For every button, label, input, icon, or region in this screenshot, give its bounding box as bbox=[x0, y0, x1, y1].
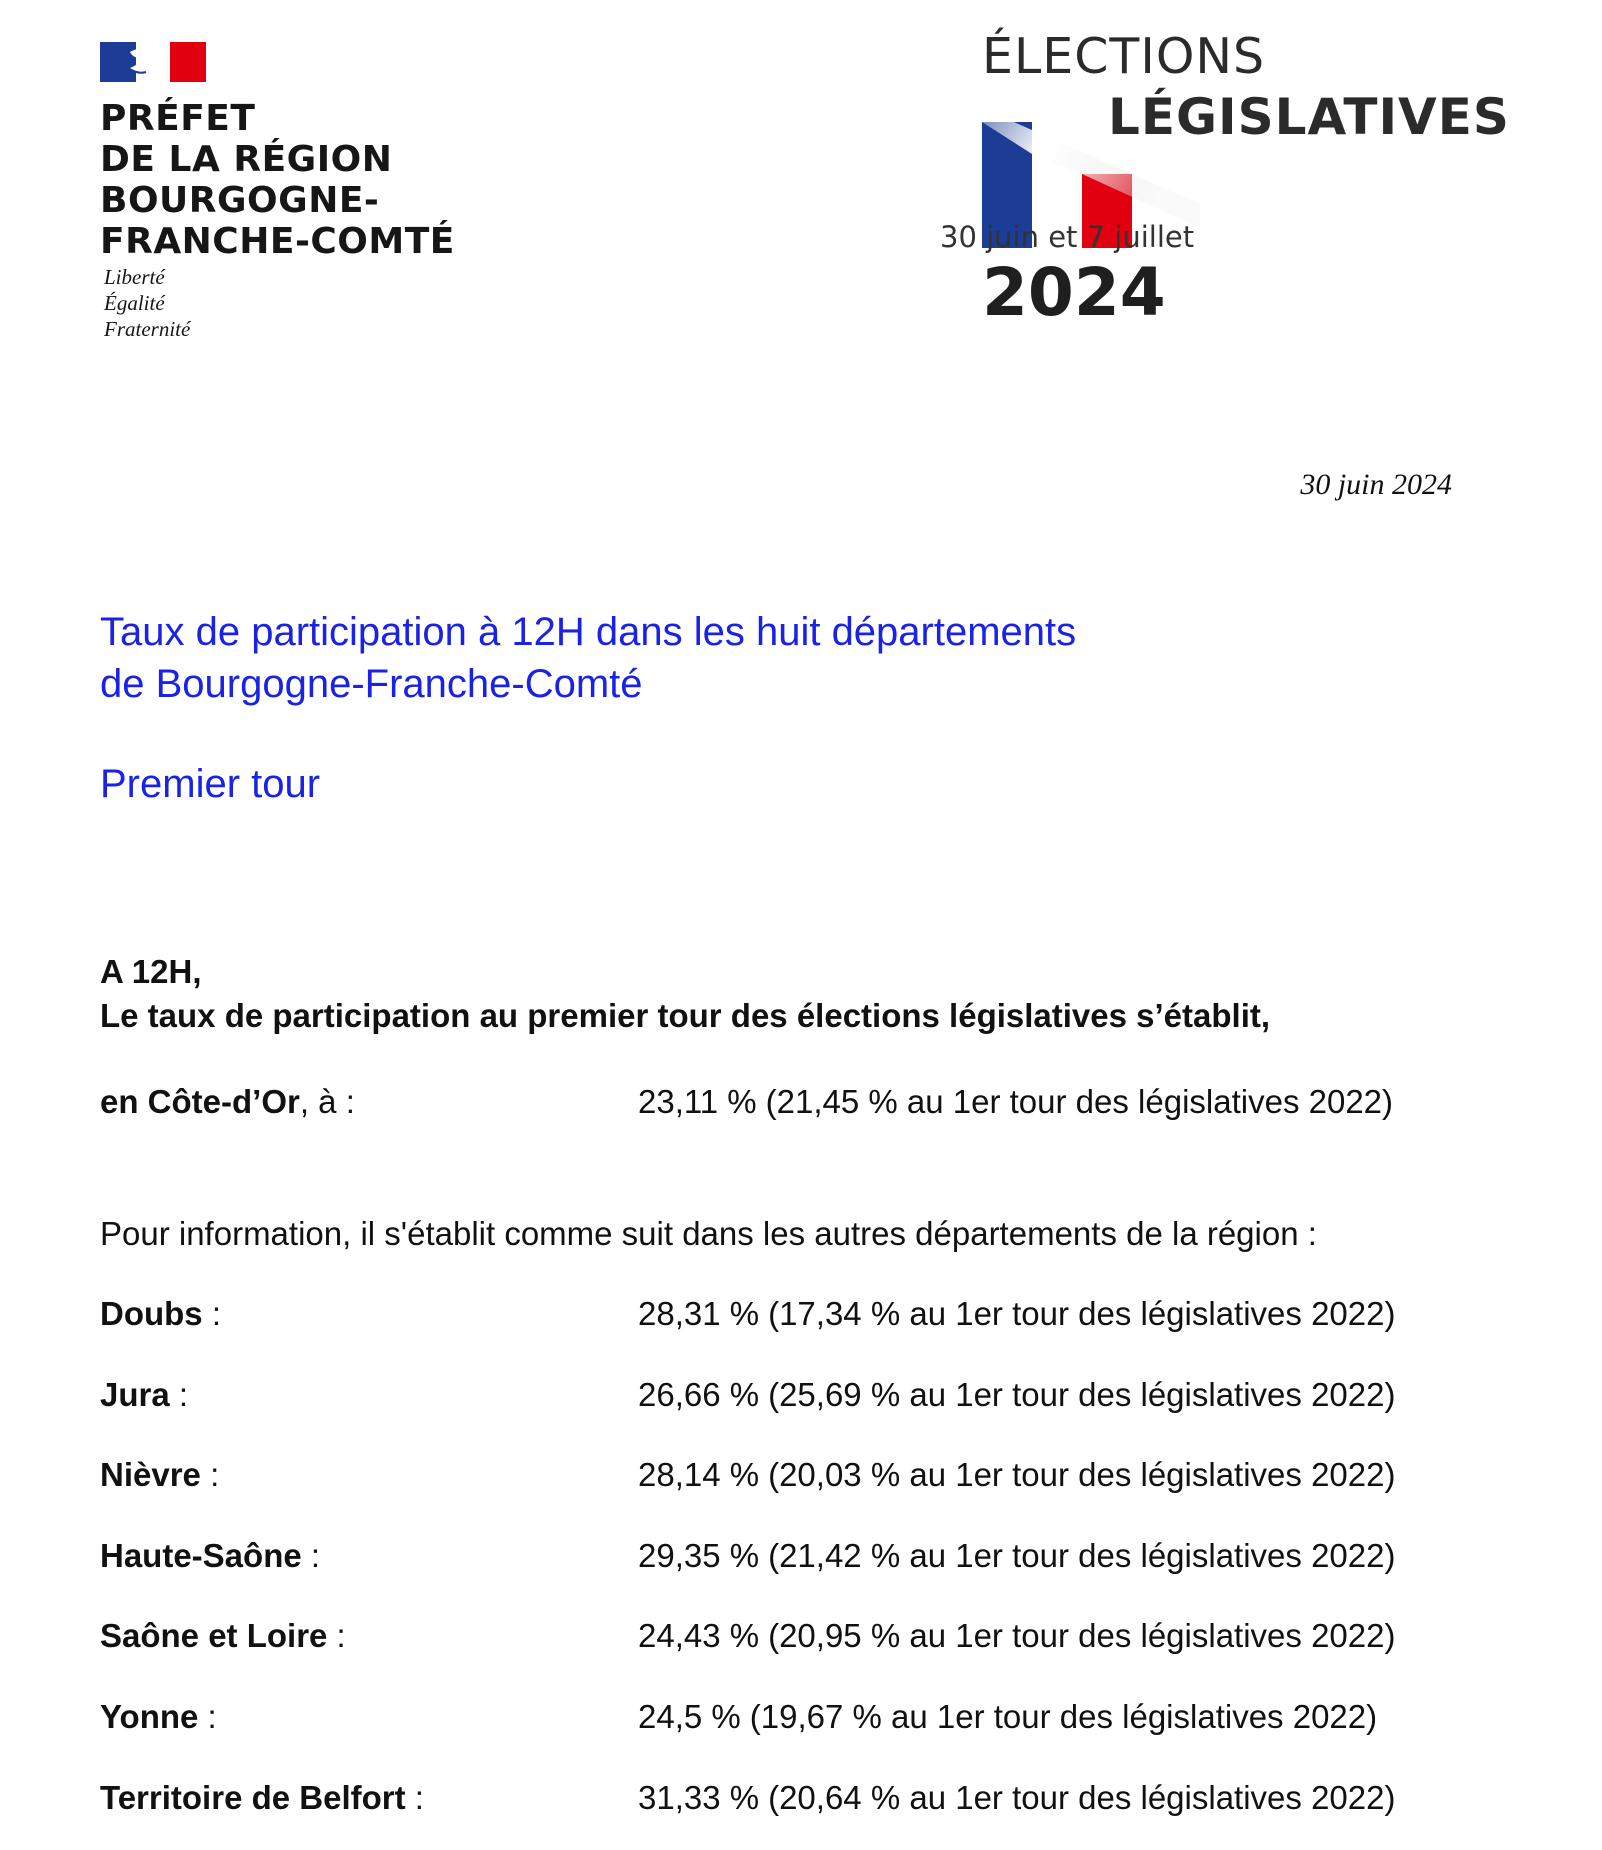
elections-year: 2024 bbox=[982, 254, 1166, 331]
intro-line: Le taux de participation au premier tour des élections législatives s’établit, bbox=[100, 997, 1271, 1034]
department-row bbox=[100, 1776, 1500, 1820]
department-name: Territoire de Belfort bbox=[100, 1779, 406, 1816]
department-suffix: : bbox=[405, 1779, 424, 1816]
motto-line: Égalité bbox=[104, 291, 165, 315]
department-name: Haute-Saône bbox=[100, 1537, 302, 1574]
department-name: en Côte-d’Or bbox=[100, 1083, 300, 1120]
participation-rate bbox=[638, 1080, 1393, 1124]
department-label bbox=[100, 1614, 346, 1658]
document-title bbox=[100, 606, 1300, 710]
rate-comparison: (20,03 % au 1er tour des législatives 2022) bbox=[768, 1456, 1396, 1493]
department-row bbox=[100, 1453, 1500, 1497]
department-name: Yonne bbox=[100, 1698, 199, 1735]
prefecture-name-line: PRÉFET bbox=[100, 98, 256, 139]
intro-line: A 12H, bbox=[100, 953, 202, 990]
department-row bbox=[100, 1695, 1500, 1739]
prefecture-logo bbox=[100, 42, 460, 352]
department-suffix: : bbox=[198, 1698, 217, 1735]
marianne-flag-icon bbox=[100, 42, 206, 82]
prefecture-name-line: BOURGOGNE- bbox=[100, 180, 380, 221]
department-label bbox=[100, 1373, 188, 1417]
rate-value: 23,11 % bbox=[638, 1083, 757, 1120]
department-row bbox=[100, 1534, 1500, 1578]
department-row bbox=[100, 1373, 1500, 1417]
department-name: Saône et Loire bbox=[100, 1617, 328, 1654]
participation-rate bbox=[638, 1695, 1377, 1739]
title-line: de Bourgogne-Franche-Comté bbox=[100, 662, 643, 706]
elections-dates: 30 juin et 7 juillet bbox=[940, 220, 1195, 254]
department-name: Jura bbox=[100, 1376, 170, 1413]
republic-motto bbox=[104, 264, 190, 342]
prefecture-name-line: FRANCHE-COMTÉ bbox=[100, 221, 455, 262]
department-row bbox=[100, 1292, 1500, 1336]
participation-rate bbox=[638, 1453, 1395, 1497]
participation-rate bbox=[638, 1776, 1395, 1820]
department-label bbox=[100, 1292, 221, 1336]
rate-value: 31,33 % bbox=[638, 1779, 760, 1816]
department-label bbox=[100, 1453, 219, 1497]
rate-comparison: (21,45 % au 1er tour des législatives 2022) bbox=[765, 1083, 1394, 1120]
main-department-row bbox=[100, 1080, 1500, 1124]
rate-comparison: (21,42 % au 1er tour des législatives 2022) bbox=[768, 1537, 1396, 1574]
intro-text bbox=[100, 950, 1270, 1038]
rate-comparison: (20,95 % au 1er tour des législatives 2022) bbox=[768, 1617, 1396, 1654]
department-suffix: : bbox=[202, 1295, 222, 1332]
department-suffix: : bbox=[169, 1376, 189, 1413]
rate-value: 26,66 % bbox=[638, 1376, 760, 1413]
participation-rate bbox=[638, 1373, 1395, 1417]
motto-line: Liberté bbox=[104, 265, 165, 289]
elections-logo bbox=[940, 28, 1510, 338]
department-label bbox=[100, 1695, 217, 1739]
rate-comparison: (20,64 % au 1er tour des législatives 2022) bbox=[768, 1779, 1396, 1816]
document-date: 30 juin 2024 bbox=[1300, 468, 1452, 501]
participation-rate bbox=[638, 1292, 1395, 1336]
department-suffix: , à : bbox=[299, 1083, 355, 1120]
prefecture-name-line: DE LA RÉGION bbox=[100, 139, 393, 180]
department-name: Nièvre bbox=[100, 1456, 201, 1493]
department-suffix: : bbox=[327, 1617, 346, 1654]
rate-value: 24,43 % bbox=[638, 1617, 760, 1654]
participation-rate bbox=[638, 1614, 1395, 1658]
elections-line1: ÉLECTIONS bbox=[982, 28, 1266, 85]
department-suffix: : bbox=[301, 1537, 321, 1574]
department-label bbox=[100, 1776, 424, 1820]
rate-comparison: (17,34 % au 1er tour des législatives 2022) bbox=[768, 1295, 1396, 1332]
department-label bbox=[100, 1080, 355, 1124]
participation-rate bbox=[638, 1534, 1395, 1578]
department-suffix: : bbox=[200, 1456, 220, 1493]
motto-line: Fraternité bbox=[104, 317, 191, 341]
rate-value: 24,5 % bbox=[638, 1698, 741, 1735]
elections-line2: LÉGISLATIVES bbox=[1108, 88, 1510, 146]
info-text: Pour information, il s'établit comme suit dans les autres départements de la région : bbox=[100, 1215, 1317, 1252]
rate-comparison: (25,69 % au 1er tour des législatives 2022) bbox=[768, 1376, 1396, 1413]
rate-value: 29,35 % bbox=[638, 1537, 760, 1574]
title-line: Taux de participation à 12H dans les huit départements bbox=[100, 610, 1077, 654]
department-row bbox=[100, 1614, 1500, 1658]
rate-value: 28,31 % bbox=[638, 1295, 760, 1332]
rate-comparison: (19,67 % au 1er tour des législatives 2022) bbox=[749, 1698, 1378, 1735]
department-name: Doubs bbox=[100, 1295, 203, 1332]
department-label bbox=[100, 1534, 320, 1578]
prefecture-name bbox=[100, 98, 455, 262]
document-subtitle: Premier tour bbox=[100, 762, 321, 806]
rate-value: 28,14 % bbox=[638, 1456, 760, 1493]
